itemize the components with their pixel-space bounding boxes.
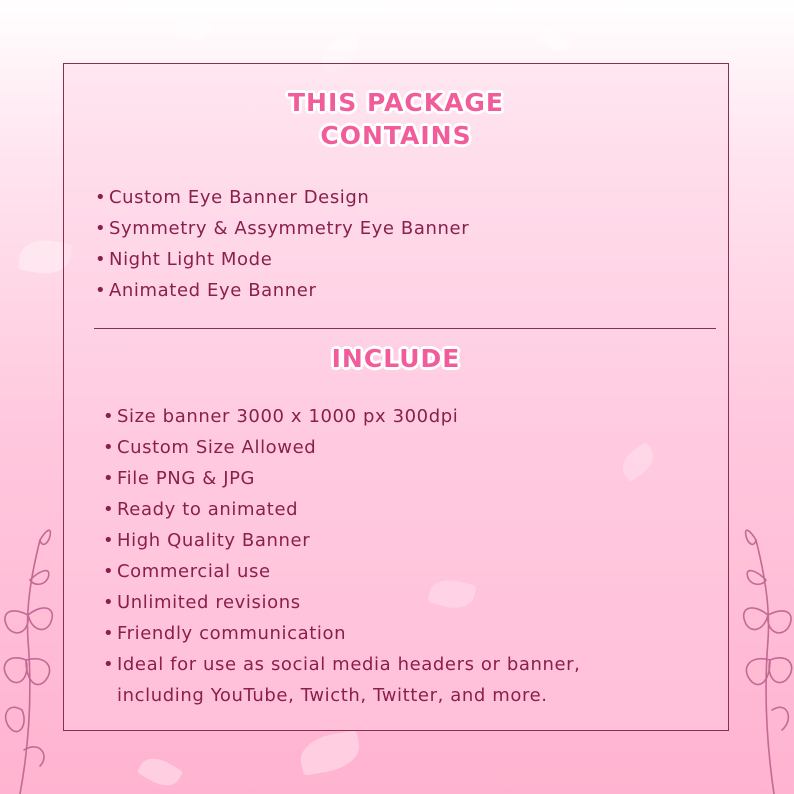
list-item: • Animated Eye Banner xyxy=(95,275,469,306)
list-item: • Symmetry & Assymmetry Eye Banner xyxy=(95,213,469,244)
section-divider xyxy=(94,328,716,329)
list-item: • Friendly communication xyxy=(103,618,581,649)
package-heading xyxy=(64,86,728,152)
package-panel xyxy=(63,63,729,731)
list-item: • Commercial use xyxy=(103,556,581,587)
include-items-list xyxy=(103,401,581,711)
petal-decoration xyxy=(137,752,184,793)
flower-outline-right xyxy=(730,520,794,794)
include-heading: INCLUDE xyxy=(331,344,461,373)
list-item: • Custom Eye Banner Design xyxy=(95,182,469,213)
list-item: • Ready to animated xyxy=(103,494,581,525)
list-item: • Unlimited revisions xyxy=(103,587,581,618)
package-heading-line2: CONTAINS xyxy=(320,121,472,150)
list-item: • Ideal for use as social media headers or banner, xyxy=(103,649,581,680)
list-item: • Night Light Mode xyxy=(95,244,469,275)
petal-decoration xyxy=(172,13,211,45)
list-item: • High Quality Banner xyxy=(103,525,581,556)
petal-decoration xyxy=(537,23,573,58)
list-item: • File PNG & JPG xyxy=(103,463,581,494)
package-items-list xyxy=(95,182,469,306)
petal-decoration xyxy=(297,730,362,776)
list-item: • Custom Size Allowed xyxy=(103,432,581,463)
package-heading-line1: THIS PACKAGE xyxy=(287,88,505,117)
list-item-continuation: including YouTube, Twicth, Twitter, and more. xyxy=(117,685,548,706)
list-item: • Size banner 3000 x 1000 px 300dpi xyxy=(103,401,581,432)
